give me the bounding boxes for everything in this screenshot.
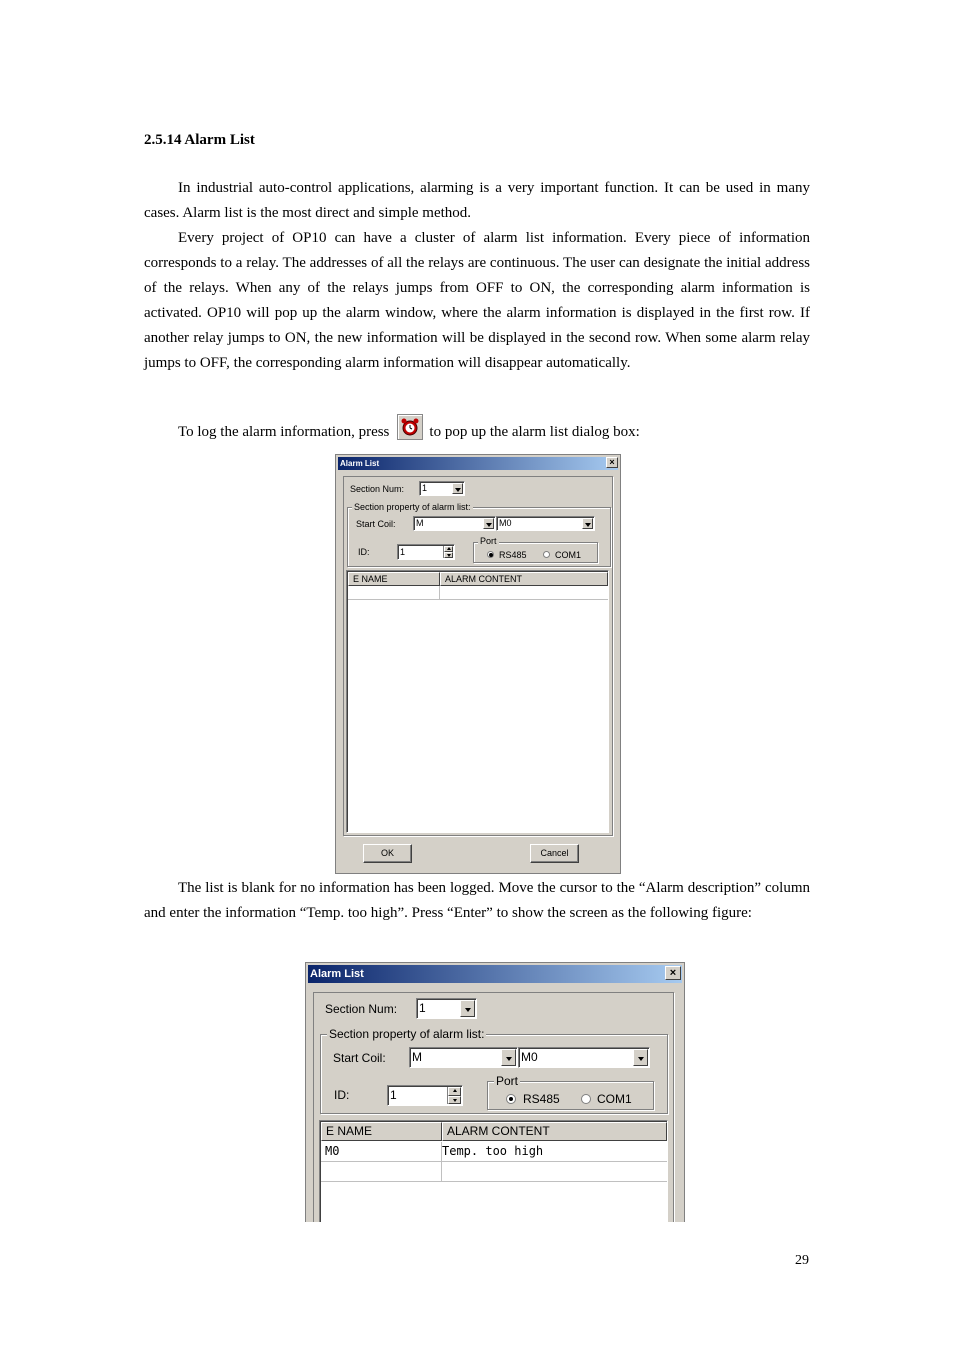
paragraph-description: Every project of OP10 can have a cluster of alarm list information. Every piece of information corresponds to a relay. The addresses of all the relays are continuous. The user can designate the initial address of the relays. When any of the relays jumps from OFF to ON, the corresponding alarm information is activated. OP10 will pop up the alarm window, where the alarm information is displayed in the first row. If another relay jumps to ON, the new information will be displayed in the second row. When some alarm relay jumps to OFF, the corresponding alarm information will disappear automatically. <box>144 230 810 371</box>
column-header-content[interactable]: ALARM CONTENT <box>440 572 608 586</box>
ok-button[interactable]: OK <box>363 844 412 863</box>
alarm-list-dialog-filled <box>305 962 685 1222</box>
chevron-down-icon[interactable] <box>582 518 593 529</box>
start-coil-label: Start Coil: <box>333 1051 386 1065</box>
chevron-down-icon[interactable] <box>483 518 494 529</box>
paragraph-intro: In industrial auto-control applications, alarming is a very important function. It can be used in many cases. Alarm list is the most direct and simple method. <box>144 180 810 221</box>
column-header-name[interactable]: E NAME <box>348 572 440 586</box>
table-row-content-cell[interactable] <box>440 586 608 600</box>
section-num-label: Section Num: <box>325 1002 398 1016</box>
page-number: 29 <box>795 1253 809 1268</box>
id-spinner[interactable]: 1 <box>397 544 455 560</box>
start-coil-address-select[interactable]: M0 <box>518 1047 650 1068</box>
spin-down-icon[interactable] <box>448 1096 461 1105</box>
port-legend: Port <box>480 536 497 546</box>
paragraph-followup: The list is blank for no information has been logged. Move the cursor to the “Alarm description” column and enter the information “Temp. too high”. Press “Enter” to show the screen as the following figure: <box>144 880 810 921</box>
section-heading: 2.5.14 Alarm List <box>144 132 255 148</box>
id-label: ID: <box>358 547 370 557</box>
column-header-name[interactable]: E NAME <box>321 1122 442 1141</box>
alarm-list-dialog-empty <box>335 454 621 874</box>
start-coil-address-select[interactable]: M0 <box>496 516 595 531</box>
alarm-table[interactable] <box>319 1120 668 1222</box>
dialog-title-bar: Alarm List <box>308 965 682 983</box>
cancel-button[interactable]: Cancel <box>530 844 579 863</box>
table-row-name-cell[interactable] <box>348 586 440 600</box>
port-rs485-radio[interactable] <box>487 551 494 558</box>
section-num-label: Section Num: <box>350 484 405 494</box>
spin-up-icon[interactable] <box>448 1087 461 1096</box>
section-property-legend: Section property of alarm list: <box>329 1027 485 1041</box>
close-icon[interactable]: × <box>606 457 618 468</box>
table-row-empty-name-cell[interactable] <box>321 1162 442 1182</box>
port-rs485-radio[interactable] <box>506 1094 516 1104</box>
chevron-down-icon[interactable] <box>460 1000 475 1017</box>
table-row-name-cell[interactable]: M0 <box>321 1142 442 1162</box>
port-com1-label: COM1 <box>555 550 582 560</box>
close-icon[interactable]: × <box>665 966 681 980</box>
start-coil-label: Start Coil: <box>356 519 396 529</box>
chevron-down-icon[interactable] <box>633 1049 648 1066</box>
id-spinner[interactable]: 1 <box>387 1085 463 1106</box>
start-coil-type-select[interactable]: M <box>413 516 496 531</box>
port-com1-label: COM1 <box>597 1092 632 1106</box>
start-coil-type-select[interactable]: M <box>409 1047 518 1068</box>
section-num-select[interactable]: 1 <box>419 481 465 496</box>
port-legend: Port <box>496 1074 519 1088</box>
port-com1-radio[interactable] <box>543 551 550 558</box>
table-row-empty-content-cell[interactable] <box>442 1162 667 1182</box>
column-header-content[interactable]: ALARM CONTENT <box>442 1122 667 1141</box>
alarm-table[interactable] <box>346 570 609 833</box>
paragraph-instruction: To log the alarm information, press to pop up the alarm list dialog box: <box>144 414 810 446</box>
dialog-title-bar: Alarm List <box>338 457 618 470</box>
table-row-content-cell[interactable]: Temp. too high <box>442 1142 667 1162</box>
port-rs485-label: RS485 <box>499 550 527 560</box>
section-property-legend: Section property of alarm list: <box>354 502 471 512</box>
chevron-down-icon[interactable] <box>452 483 463 494</box>
port-com1-radio[interactable] <box>581 1094 591 1104</box>
alarm-clock-icon <box>397 414 423 440</box>
chevron-down-icon[interactable] <box>501 1049 516 1066</box>
spin-down-icon[interactable] <box>444 552 453 558</box>
section-num-select[interactable]: 1 <box>416 998 477 1019</box>
port-rs485-label: RS485 <box>523 1092 560 1106</box>
id-label: ID: <box>334 1088 350 1102</box>
